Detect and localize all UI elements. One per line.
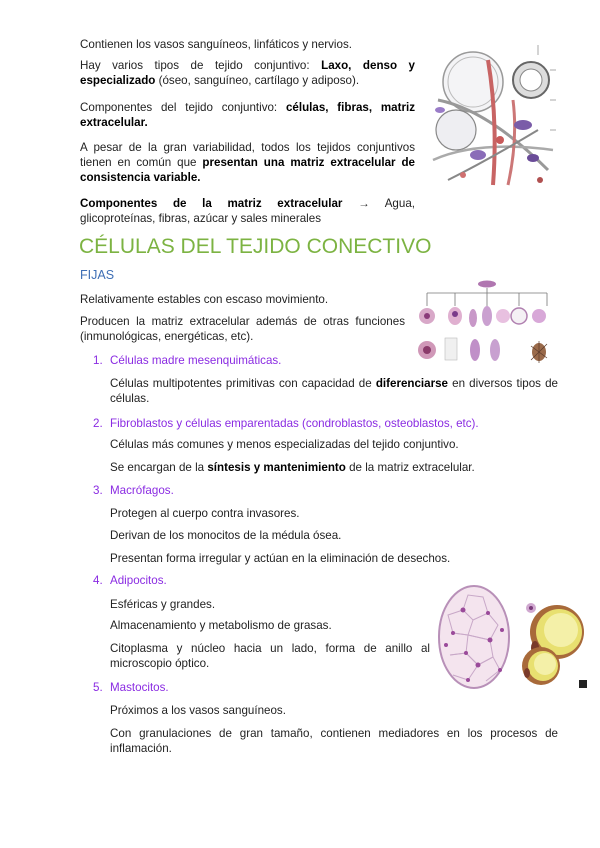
section-heading: CÉLULAS DEL TEJIDO CONECTIVO <box>79 235 432 258</box>
intro-paragraph-4: A pesar de la gran variabilidad, todos los tejidos conjuntivos tienen en común que presentan una matriz extracelular de consistencia variable. <box>80 141 415 184</box>
list-item-body-3b: Derivan de los monocitos de la médula ósea. <box>110 529 342 542</box>
list-item-title-2: Fibroblastos y células emparentadas (condroblastos, osteoblastos, etc). <box>110 417 479 430</box>
list-item-title-5: Mastocitos. <box>110 681 169 694</box>
list-item-title-1: Células madre mesenquimáticas. <box>110 354 282 367</box>
list-item-body-4c: Citoplasma y núcleo hacia un lado, forma de anillo al microscopio óptico. <box>110 642 430 670</box>
connective-tissue-illustration <box>428 40 558 190</box>
list-item-body-4b: Almacenamiento y metabolismo de grasas. <box>110 619 332 632</box>
intro-paragraph-1: Contienen los vasos sanguíneos, linfáticos y nervios. <box>80 38 352 51</box>
intro-paragraph-2: Hay varios tipos de tejido conjuntivo: Laxo, denso y especializado (óseo, sanguíneo, cartílago y adiposo). <box>80 59 416 87</box>
intro-paragraph-5: Componentes de la matriz extracelular → Agua, glicoproteínas, fibras, azúcar y sales minerales <box>80 197 415 225</box>
intro-paragraph-3: Componentes del tejido conjuntivo: células, fibras, matriz extracelular. <box>80 101 416 129</box>
adipocyte-micrograph <box>438 585 510 690</box>
list-item-title-4: Adipocitos. <box>110 574 167 587</box>
list-item-body-5a: Próximos a los vasos sanguíneos. <box>110 704 286 717</box>
list-number-5: 5. <box>93 681 103 694</box>
list-item-body-3a: Protegen al cuerpo contra invasores. <box>110 507 300 520</box>
list-number-4: 4. <box>93 574 103 587</box>
list-item-body-3c: Presentan forma irregular y actúan en la eliminación de desechos. <box>110 552 451 565</box>
list-item-body-1: Células multipotentes primitivas con capacidad de diferenciarse en diversos tipos de células. <box>110 377 558 405</box>
list-item-body-2b: Se encargan de la síntesis y mantenimiento de la matriz extracelular. <box>110 461 475 474</box>
adipocyte-illustration <box>515 598 587 688</box>
list-item-body-5b: Con granulaciones de gran tamaño, contienen mediadores en los procesos de inflamación. <box>110 727 558 755</box>
list-item-body-2a: Células más comunes y menos especializadas del tejido conjuntivo. <box>110 438 459 451</box>
list-number-3: 3. <box>93 484 103 497</box>
list-number-2: 2. <box>93 417 103 430</box>
list-number-1: 1. <box>93 354 103 367</box>
cell-lineage-diagram <box>415 278 553 368</box>
section-paragraph-2: Producen la matriz extracelular además de otras funciones (inmunológicas, energéticas, etc). <box>80 315 405 343</box>
section-paragraph-1: Relativamente estables con escaso movimiento. <box>80 293 329 306</box>
list-item-body-4a: Esféricas y grandes. <box>110 598 216 611</box>
list-item-title-3: Macrófagos. <box>110 484 174 497</box>
section-subheading: FIJAS <box>80 268 115 282</box>
